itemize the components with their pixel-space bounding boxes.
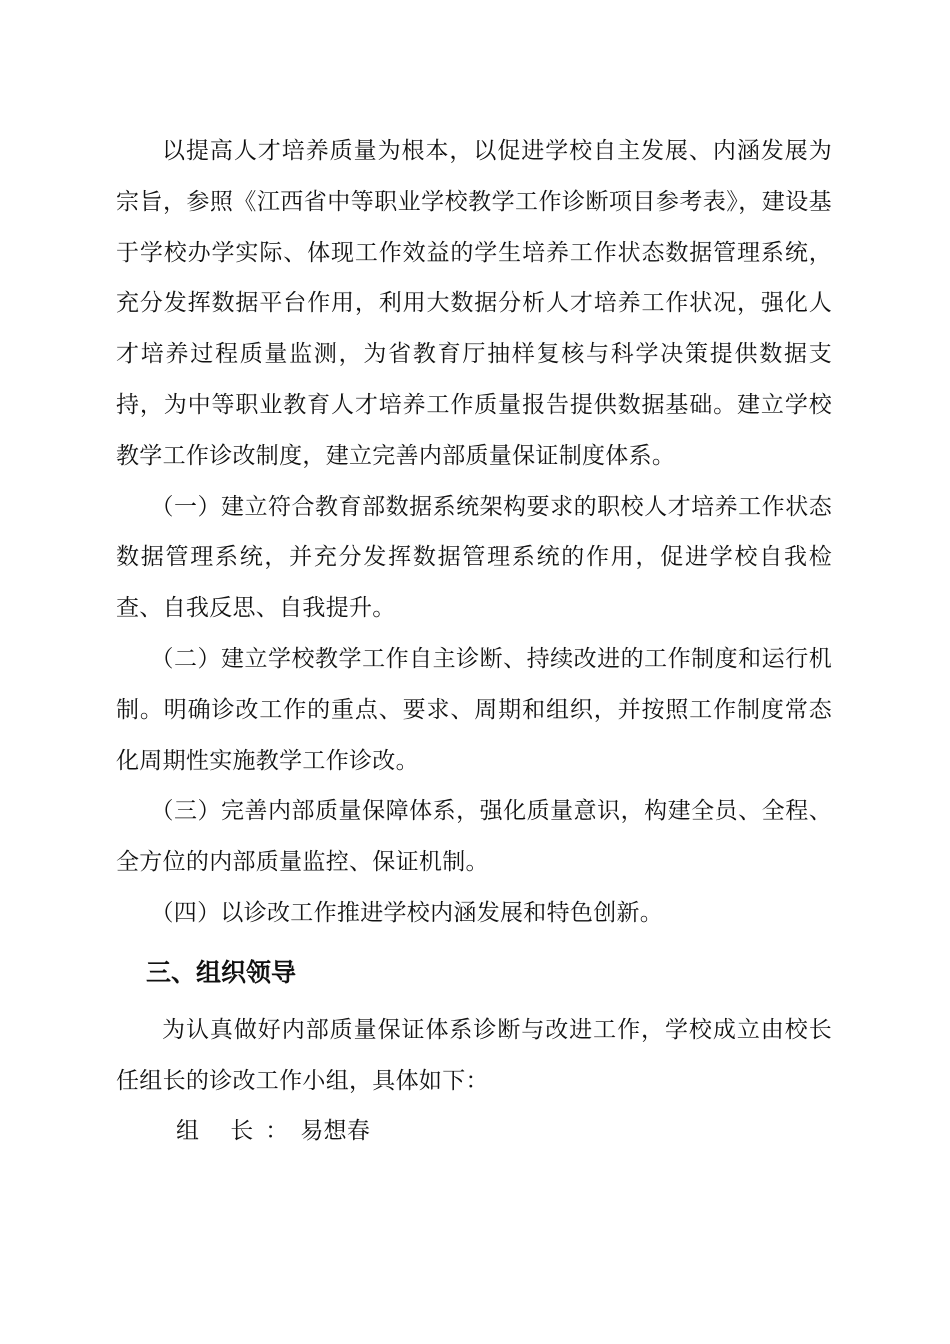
team-leader-role: 组 长： bbox=[176, 1118, 301, 1145]
document-page bbox=[116, 126, 832, 1157]
goal-item-4: （四）以诊改工作推进学校内涵发展和特色创新。 bbox=[150, 899, 664, 926]
section-heading-organization: 三、组织领导 bbox=[146, 957, 297, 987]
goal-item-2: （二）建立学校教学工作自主诊断、持续改进的工作制度和运行机制。明确诊改工作的重点、要求、周期和组织，并按照工作制度常态化周期性实施教学工作诊改。 bbox=[116, 645, 832, 774]
organization-intro-paragraph: 为认真做好内部质量保证体系诊断与改进工作，学校成立由校长任组长的诊改工作小组，具体如下： bbox=[116, 1016, 832, 1094]
team-leader-name: 易想春 bbox=[300, 1118, 371, 1145]
goal-item-3: （三）完善内部质量保障体系，强化质量意识，构建全员、全程、全方位的内部质量监控、保证机制。 bbox=[116, 798, 832, 876]
team-leader-line bbox=[116, 1106, 832, 1157]
goal-item-1: （一）建立符合教育部数据系统架构要求的职校人才培养工作状态数据管理系统，并充分发挥数据管理系统的作用，促进学校自我检查、自我反思、自我提升。 bbox=[116, 493, 832, 622]
intro-paragraph: 以提高人才培养质量为根本，以促进学校自主发展、内涵发展为宗旨，参照《江西省中等职业学校教学工作诊断项目参考表》，建设基于学校办学实际、体现工作效益的学生培养工作状态数据管理系统，充分发挥数据平台作用，利用大数据分析人才培养工作状况，强化人才培养过程质量监测，为省教育厅抽样复核与科学决策提供数据支持，为中等职业教育人才培养工作质量报告提供数据基础。建立学校教学工作诊改制度，建立完善内部质量保证制度体系。 bbox=[116, 138, 832, 469]
